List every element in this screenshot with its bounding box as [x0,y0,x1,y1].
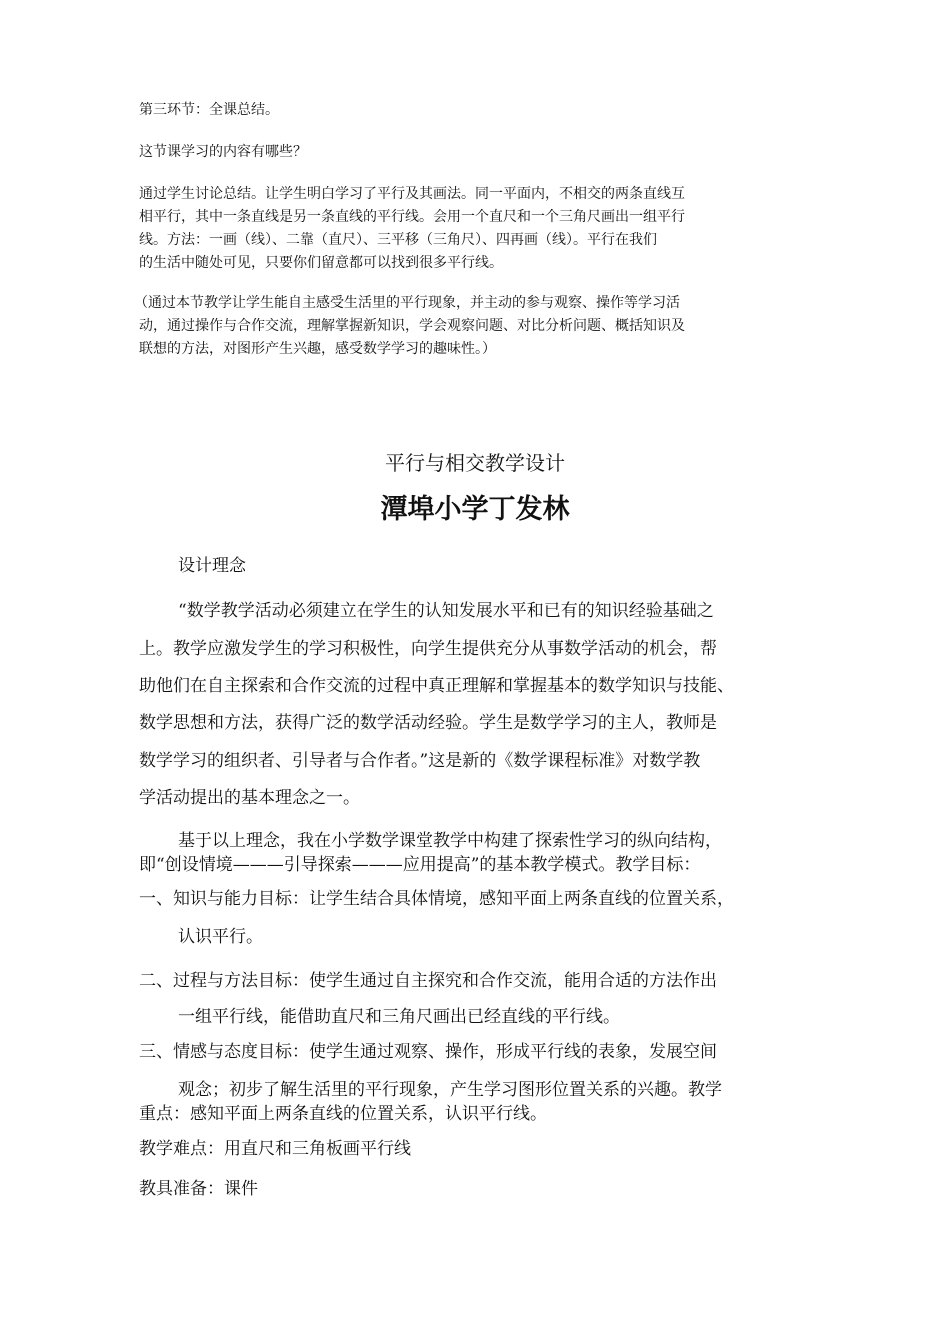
teaching-difficulty: 教学难点：用直尺和三角板画平行线 [139,1139,411,1159]
quote-line: “数学教学活动必须建立在学生的认知发展水平和已有的知识经验基础之 [178,601,714,621]
teaching-materials: 教具准备：课件 [139,1179,258,1199]
goal-line: 重点：感知平面上两条直线的位置关系，认识平行线。 [139,1104,547,1124]
quote-line: 上。教学应激发学生的学习积极性，向学生提供充分从事数学活动的机会，帮 [139,639,717,659]
quote-line: 数学思想和方法，获得广泛的数学活动经验。学生是数学学习的主人，教师是 [139,713,717,733]
basis-line: 即“创设情境———引导探索———应用提高”的基本教学模式。教学目标： [139,855,701,875]
section-question: 这节课学习的内容有哪些？ [139,144,307,160]
summary-line: 线。方法：一画（线）、二靠（直尺）、三平移（三角尺）、四再画（线）。平行在我们 [139,232,657,248]
note-line: （通过本节教学让学生能自主感受生活里的平行现象，并主动的参与观察、操作等学习活 [134,295,680,311]
summary-line: 通过学生讨论总结。让学生明白学习了平行及其画法。同一平面内，不相交的两条直线互 [139,186,685,202]
goal-line: 一组平行线，能借助直尺和三角尺画出已经直线的平行线。 [178,1007,620,1027]
goal-line: 认识平行。 [178,927,263,947]
section-heading: 第三环节：全课总结。 [139,102,279,118]
basis-line: 基于以上理念，我在小学数学课堂教学中构建了探索性学习的纵向结构， [178,831,722,851]
note-line: 联想的方法，对图形产生兴趣，感受数学学习的趣味性。） [139,341,496,357]
quote-line: 数学学习的组织者、引导者与合作者。”这是新的《数学课程标准》对数学教 [139,751,701,771]
quote-line: 学活动提出的基本理念之一。 [139,788,360,808]
concept-heading: 设计理念 [178,556,246,576]
goal-line: 三、情感与态度目标：使学生通过观察、操作，形成平行线的表象，发展空间 [139,1042,717,1062]
note-line: 动，通过操作与合作交流，理解掌握新知识，学会观察问题、对比分析问题、概括知识及 [139,318,685,334]
goal-line: 二、过程与方法目标：使学生通过自主探究和合作交流，能用合适的方法作出 [139,971,717,991]
document-author: 潭埠小学丁发林 [380,494,570,525]
goal-line: 观念；初步了解生活里的平行现象，产生学习图形位置关系的兴趣。教学 [178,1080,722,1100]
summary-line: 相平行，其中一条直线是另一条直线的平行线。会用一个直尺和一个三角尺画出一组平行 [139,209,685,225]
document-title: 平行与相交教学设计 [385,451,565,475]
summary-line: 的生活中随处可见，只要你们留意都可以找到很多平行线。 [139,255,503,271]
quote-line: 助他们在自主探索和合作交流的过程中真正理解和掌握基本的数学知识与技能、 [139,676,734,696]
goal-line: 一、知识与能力目标：让学生结合具体情境，感知平面上两条直线的位置关系， [139,889,734,909]
